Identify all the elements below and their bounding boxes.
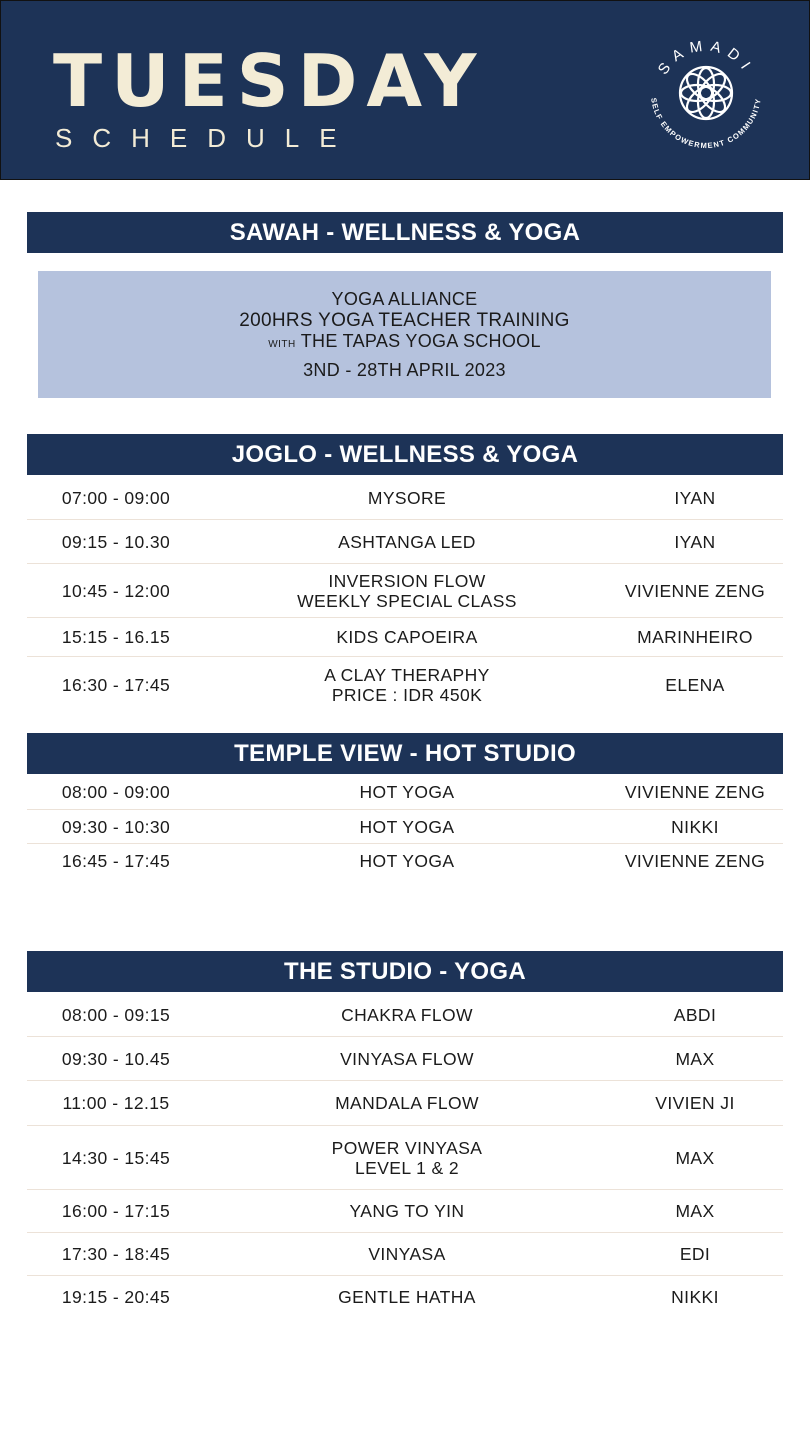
schedule-row [27, 844, 783, 878]
section-header-the-studio: THE STUDIO - YOGA [27, 951, 783, 992]
schedule-row [27, 657, 783, 713]
logo-brand-text: SAMADI [654, 37, 758, 78]
logo-tagline-text: SELF EMPOWERMENT COMMUNITY [649, 97, 763, 151]
samadi-logo [641, 31, 771, 161]
schedule-row [27, 1233, 783, 1276]
notice-school: THE TAPAS YOGA SCHOOL [300, 331, 541, 351]
class-time: 15:15 - 16.15 [61, 627, 171, 647]
class-teacher: VIVIENNE ZENG [624, 782, 766, 802]
section-header-joglo: JOGLO - WELLNESS & YOGA [27, 434, 783, 475]
notice-line-2: 200HRS YOGA TEACHER TRAINING [239, 310, 570, 331]
class-time: 10:45 - 12:00 [61, 580, 171, 601]
schedule-row [27, 520, 783, 564]
class-name: YANG TO YIN [349, 1201, 465, 1221]
page-title: TUESDAY [53, 39, 486, 123]
class-name: HOT YOGA [359, 816, 455, 837]
class-name: POWER VINYASA LEVEL 1 & 2 [331, 1137, 483, 1178]
class-name: ASHTANGA LED [338, 531, 476, 552]
class-teacher: IYAN [674, 531, 716, 552]
class-time: 07:00 - 09:00 [61, 487, 171, 508]
class-name: HOT YOGA [359, 782, 455, 802]
svg-text:SAMADI [655, 37, 758, 78]
schedule-row [27, 1126, 783, 1190]
class-name: A CLAY THERAPHY PRICE : IDR 450K [324, 665, 490, 705]
page-subtitle: SCHEDULE [55, 123, 357, 153]
class-teacher: MAX [675, 1048, 715, 1069]
class-time: 17:30 - 18:45 [61, 1244, 171, 1264]
class-time: 09:30 - 10.45 [61, 1048, 171, 1069]
class-time: 08:00 - 09:00 [61, 782, 171, 802]
class-teacher: ELENA [665, 675, 725, 695]
class-name: INVERSION FLOW WEEKLY SPECIAL CLASS [297, 570, 517, 611]
class-teacher: IYAN [674, 487, 716, 508]
schedule-row [27, 1190, 783, 1233]
class-time: 11:00 - 12.15 [62, 1093, 170, 1113]
schedule-row [27, 775, 783, 810]
class-teacher: EDI [679, 1244, 711, 1264]
schedule-row [27, 993, 783, 1037]
class-name: MYSORE [367, 487, 447, 508]
class-name: CHAKRA FLOW [341, 1004, 473, 1025]
class-time: 08:00 - 09:15 [61, 1004, 171, 1025]
schedule-row [27, 810, 783, 844]
class-time: 09:30 - 10:30 [61, 816, 171, 837]
class-teacher: MAX [675, 1201, 715, 1221]
notice-with: WITH [268, 339, 296, 350]
class-teacher: VIVIENNE ZENG [624, 851, 766, 871]
class-teacher: MAX [675, 1147, 715, 1168]
class-teacher: ABDI [673, 1004, 717, 1025]
class-time: 14:30 - 15:45 [61, 1147, 171, 1168]
class-time: 19:15 - 20:45 [61, 1287, 171, 1307]
class-teacher: NIKKI [671, 816, 719, 837]
section-header-temple-view: TEMPLE VIEW - HOT STUDIO [27, 733, 783, 774]
class-name: MANDALA FLOW [335, 1093, 479, 1113]
schedule-row [27, 564, 783, 618]
schedule-row [27, 476, 783, 520]
class-time: 16:30 - 17:45 [61, 675, 171, 695]
class-name: VINYASA FLOW [340, 1048, 474, 1069]
teacher-training-notice [38, 271, 771, 398]
schedule-row [27, 1276, 783, 1318]
class-time: 16:00 - 17:15 [61, 1201, 171, 1221]
class-time: 09:15 - 10.30 [61, 531, 171, 552]
class-teacher: VIVIEN JI [655, 1093, 735, 1113]
class-teacher: MARINHEIRO [637, 627, 753, 647]
class-teacher: VIVIENNE ZENG [624, 580, 766, 601]
section-header-sawah: SAWAH - WELLNESS & YOGA [27, 212, 783, 253]
schedule-row [27, 1081, 783, 1126]
class-time: 16:45 - 17:45 [61, 851, 171, 871]
schedule-row [27, 618, 783, 657]
class-name: KIDS CAPOEIRA [336, 627, 478, 647]
class-teacher: NIKKI [671, 1287, 719, 1307]
lotus-mandala-icon [680, 67, 732, 119]
class-name: HOT YOGA [359, 851, 455, 871]
notice-dates: 3ND - 28TH APRIL 2023 [303, 360, 506, 380]
header-banner [0, 0, 810, 180]
class-name: GENTLE HATHA [338, 1287, 476, 1307]
schedule-row [27, 1037, 783, 1081]
class-name: VINYASA [368, 1244, 446, 1264]
notice-line-1: YOGA ALLIANCE [331, 289, 478, 309]
